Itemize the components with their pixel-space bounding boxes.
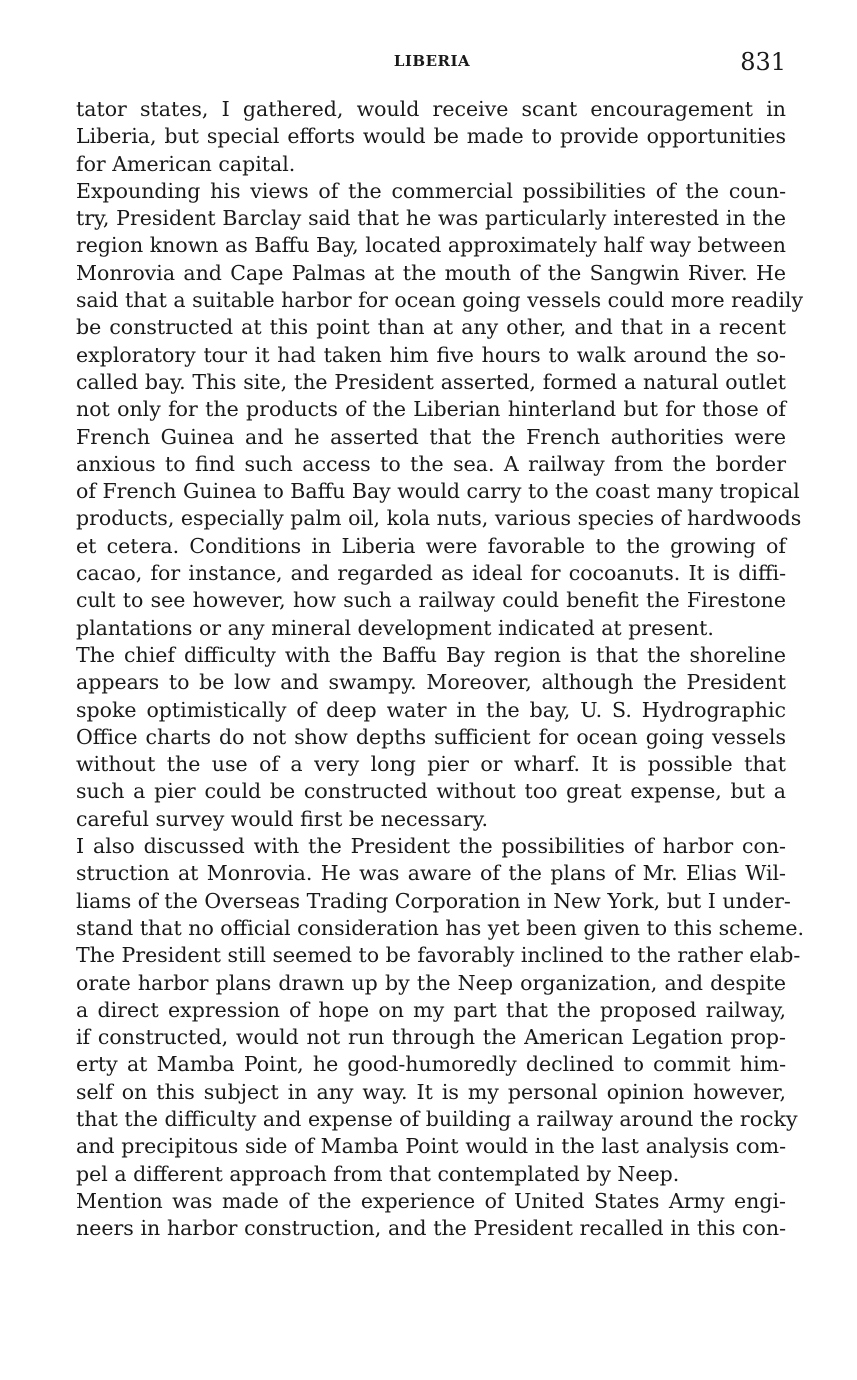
- running-title: LIBERIA: [393, 52, 471, 70]
- text-line: Monrovia and Cape Palmas at the mouth of the Sangwin River. He: [76, 260, 786, 285]
- text-line: not only for the products of the Liberian hinterland but for those of: [76, 397, 786, 422]
- text-line: pel a different approach from that contemplated by Neep.: [76, 1161, 680, 1186]
- text-line: Office charts do not show depths sufficient for ocean going vessels: [76, 724, 786, 749]
- running-head: [78, 48, 786, 82]
- text-line: struction at Monrovia. He was aware of the plans of Mr. Elias Wil-: [76, 861, 786, 886]
- text-line: plantations or any mineral development indicated at present.: [76, 615, 714, 640]
- text-line: that the difficulty and expense of building a railway around the rocky: [76, 1106, 798, 1131]
- text-line: I also discussed with the President the possibilities of harbor con-: [76, 834, 786, 859]
- text-line: neers in harbor construction, and the President recalled in this con-: [76, 1216, 786, 1241]
- paragraph: [76, 96, 786, 178]
- text-line: self on this subject in any way. It is my personal opinion however,: [76, 1079, 786, 1104]
- text-line: and precipitous side of Mamba Point would in the last analysis com-: [76, 1134, 786, 1159]
- text-line: without the use of a very long pier or wharf. It is possible that: [76, 752, 786, 777]
- text-line: The chief difficulty with the Baffu Bay region is that the shoreline: [76, 642, 786, 667]
- text-line: stand that no official consideration has yet been given to this scheme.: [76, 915, 805, 940]
- text-line: appears to be low and swampy. Moreover, although the President: [76, 670, 786, 695]
- text-line: orate harbor plans drawn up by the Neep organization, and despite: [76, 970, 786, 995]
- paragraph: [76, 833, 805, 1188]
- text-line: Mention was made of the experience of United States Army engi-: [76, 1188, 786, 1213]
- text-line: said that a suitable harbor for ocean going vessels could more readily: [76, 288, 804, 313]
- text-line: erty at Mamba Point, he good-humoredly declined to commit him-: [76, 1052, 786, 1077]
- paragraph: [76, 642, 786, 833]
- page-number: 831: [740, 48, 786, 76]
- text-line: cult to see however, how such a railway could benefit the Firestone: [76, 588, 786, 613]
- text-line: try, President Barclay said that he was particularly interested in the: [76, 206, 786, 231]
- text-line: a direct expression of hope on my part that the proposed railway,: [76, 997, 786, 1022]
- text-line: products, especially palm oil, kola nuts, various species of hardwoods: [76, 506, 802, 531]
- body-text: [76, 96, 805, 1242]
- text-line: exploratory tour it had taken him five hours to walk around the so-: [76, 342, 786, 367]
- text-line: et cetera. Conditions in Liberia were favorable to the growing of: [76, 533, 786, 558]
- text-line: liams of the Overseas Trading Corporation in New York, but I under-: [76, 888, 791, 913]
- paragraph: [76, 1188, 786, 1243]
- text-line: careful survey would first be necessary.: [76, 806, 489, 831]
- text-line: of French Guinea to Baffu Bay would carry to the coast many tropical: [76, 479, 800, 504]
- text-line: for American capital.: [76, 151, 296, 176]
- text-line: Liberia, but special efforts would be made to provide opportunities: [76, 124, 786, 149]
- text-line: called bay. This site, the President asserted, formed a natural outlet: [76, 369, 786, 394]
- text-line: such a pier could be constructed without too great expense, but a: [76, 779, 786, 804]
- text-line: cacao, for instance, and regarded as ideal for cocoanuts. It is diffi-: [76, 561, 786, 586]
- text-line: anxious to find such access to the sea. A railway from the border: [76, 451, 786, 476]
- paragraph: [76, 178, 804, 642]
- text-line: The President still seemed to be favorably inclined to the rather elab-: [76, 943, 801, 968]
- text-line: spoke optimistically of deep water in the bay, U. S. Hydrographic: [76, 697, 786, 722]
- text-line: if constructed, would not run through the American Legation prop-: [76, 1025, 786, 1050]
- text-line: Expounding his views of the commercial possibilities of the coun-: [76, 178, 786, 203]
- text-line: be constructed at this point than at any other, and that in a recent: [76, 315, 786, 340]
- text-line: tator states, I gathered, would receive scant encouragement in: [76, 97, 786, 121]
- text-line: region known as Baffu Bay, located approximately half way between: [76, 233, 786, 258]
- text-line: French Guinea and he asserted that the French authorities were: [76, 424, 786, 449]
